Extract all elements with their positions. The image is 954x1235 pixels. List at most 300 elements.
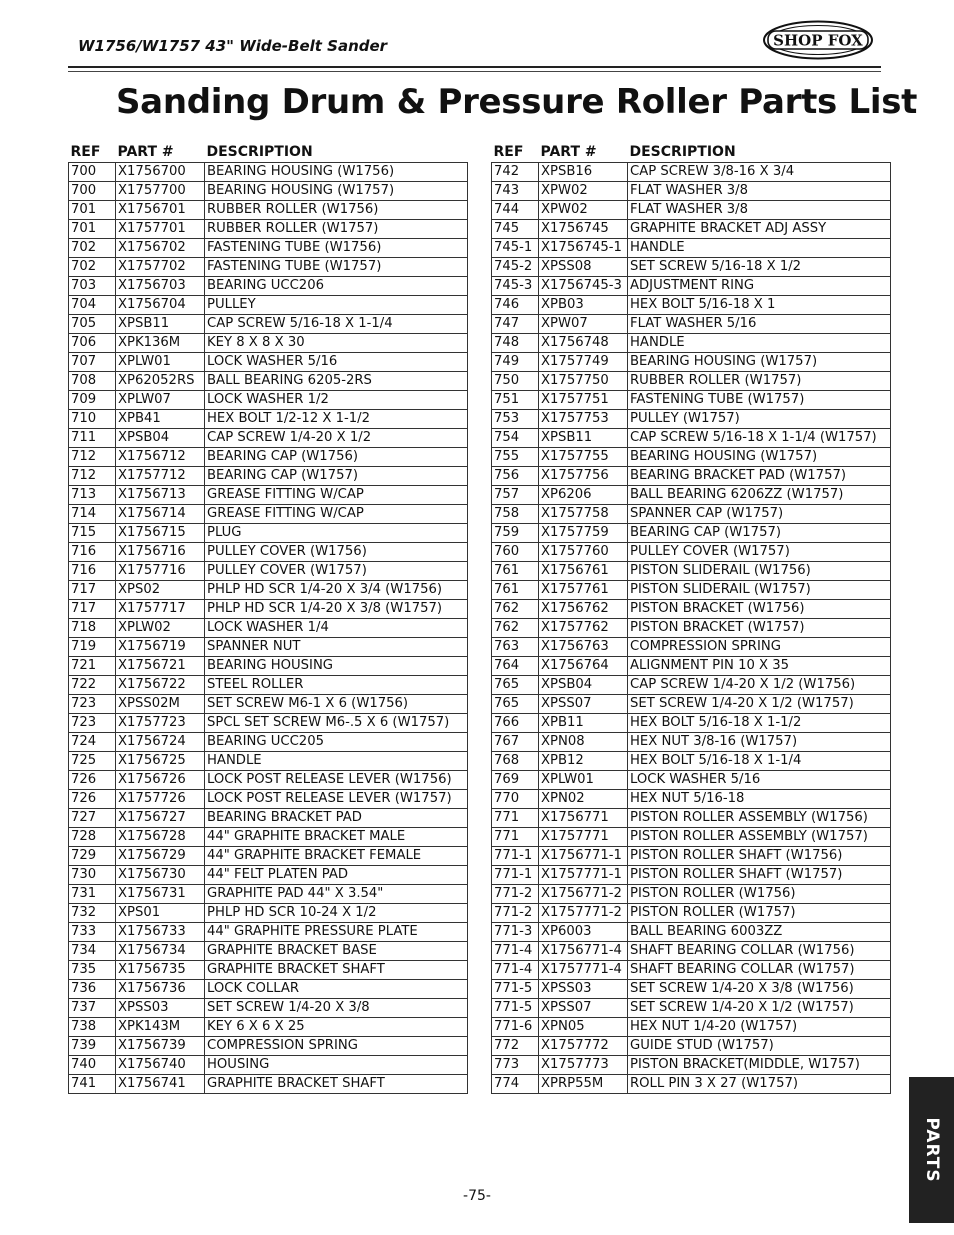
- ref-cell: 701: [69, 201, 116, 220]
- description-cell: PISTON ROLLER (W1757): [628, 904, 891, 923]
- part-number-cell: X1756771-1: [539, 847, 628, 866]
- parts-section-tab-label: PARTS: [921, 1117, 942, 1183]
- description-cell: FASTENING TUBE (W1757): [205, 258, 468, 277]
- shop-fox-logo: [762, 20, 874, 60]
- ref-cell: 748: [492, 334, 539, 353]
- ref-cell: 700: [69, 182, 116, 201]
- table-row: [69, 885, 468, 904]
- part-number-cell: XPS01: [116, 904, 205, 923]
- description-cell: SET SCREW M6-1 X 6 (W1756): [205, 695, 468, 714]
- ref-cell: 755: [492, 448, 539, 467]
- table-row: [69, 809, 468, 828]
- part-number-cell: X1757771-2: [539, 904, 628, 923]
- ref-cell: 711: [69, 429, 116, 448]
- description-cell: PISTON BRACKET (W1756): [628, 600, 891, 619]
- description-cell: GUIDE STUD (W1757): [628, 1037, 891, 1056]
- description-cell: SET SCREW 1/4-20 X 3/8: [205, 999, 468, 1018]
- description-cell: GRAPHITE BRACKET ADJ ASSY: [628, 220, 891, 239]
- description-cell: LOCK WASHER 5/16: [628, 771, 891, 790]
- ref-cell: 771-3: [492, 923, 539, 942]
- description-cell: SPCL SET SCREW M6-.5 X 6 (W1757): [205, 714, 468, 733]
- part-number-cell: X1756730: [116, 866, 205, 885]
- part-number-cell: XPN08: [539, 733, 628, 752]
- description-cell: HOUSING: [205, 1056, 468, 1075]
- ref-cell: 771-1: [492, 847, 539, 866]
- ref-cell: 771: [492, 809, 539, 828]
- description-cell: 44" FELT PLATEN PAD: [205, 866, 468, 885]
- part-number-cell: X1756761: [539, 562, 628, 581]
- table-row: [492, 714, 891, 733]
- ref-cell: 767: [492, 733, 539, 752]
- description-cell: GRAPHITE BRACKET SHAFT: [205, 961, 468, 980]
- description-cell: GRAPHITE PAD 44" X 3.54": [205, 885, 468, 904]
- ref-cell: 732: [69, 904, 116, 923]
- description-cell: SHAFT BEARING COLLAR (W1756): [628, 942, 891, 961]
- ref-cell: 745-1: [492, 239, 539, 258]
- ref-cell: 774: [492, 1075, 539, 1094]
- ref-cell: 771-5: [492, 980, 539, 999]
- table-row: [69, 999, 468, 1018]
- description-cell: SPANNER CAP (W1757): [628, 505, 891, 524]
- table-row: [69, 429, 468, 448]
- description-cell: ADJUSTMENT RING: [628, 277, 891, 296]
- description-cell: FASTENING TUBE (W1756): [205, 239, 468, 258]
- table-row: [69, 562, 468, 581]
- part-number-cell: X1756714: [116, 505, 205, 524]
- ref-cell: 753: [492, 410, 539, 429]
- table-row: [69, 372, 468, 391]
- ref-cell: 722: [69, 676, 116, 695]
- page-title: Sanding Drum & Pressure Roller Parts List: [116, 82, 918, 122]
- header-rule-thin: [68, 71, 881, 72]
- table-row: [69, 961, 468, 980]
- description-column-header: DESCRIPTION: [206, 144, 313, 160]
- part-number-cell: X1756734: [116, 942, 205, 961]
- table-row: [492, 505, 891, 524]
- table-row: [492, 486, 891, 505]
- description-cell: CAP SCREW 3/8-16 X 3/4: [628, 163, 891, 182]
- table-row: [69, 942, 468, 961]
- ref-cell: 758: [492, 505, 539, 524]
- ref-cell: 745-2: [492, 258, 539, 277]
- part-number-cell: X1757726: [116, 790, 205, 809]
- ref-cell: 745: [492, 220, 539, 239]
- ref-cell: 730: [69, 866, 116, 885]
- part-number-cell: XPSS02M: [116, 695, 205, 714]
- part-number-cell: X1757702: [116, 258, 205, 277]
- part-number-cell: X1757751: [539, 391, 628, 410]
- table-row: [492, 676, 891, 695]
- table-row: [69, 315, 468, 334]
- description-cell: BEARING CAP (W1757): [628, 524, 891, 543]
- description-cell: ALIGNMENT PIN 10 X 35: [628, 657, 891, 676]
- ref-cell: 765: [492, 676, 539, 695]
- ref-cell: 736: [69, 980, 116, 999]
- ref-cell: 764: [492, 657, 539, 676]
- table-row: [492, 809, 891, 828]
- description-cell: HEX BOLT 5/16-18 X 1: [628, 296, 891, 315]
- description-cell: SPANNER NUT: [205, 638, 468, 657]
- table-row: [69, 847, 468, 866]
- part-number-cell: X1756721: [116, 657, 205, 676]
- description-cell: SET SCREW 5/16-18 X 1/2: [628, 258, 891, 277]
- table-row: [69, 923, 468, 942]
- description-cell: FLAT WASHER 5/16: [628, 315, 891, 334]
- ref-cell: 771-2: [492, 885, 539, 904]
- ref-cell: 712: [69, 467, 116, 486]
- part-number-cell: X1756715: [116, 524, 205, 543]
- description-cell: BEARING CAP (W1757): [205, 467, 468, 486]
- ref-cell: 742: [492, 163, 539, 182]
- ref-cell: 715: [69, 524, 116, 543]
- part-number-cell: XPSS03: [116, 999, 205, 1018]
- description-cell: PHLP HD SCR 1/4-20 X 3/4 (W1756): [205, 581, 468, 600]
- ref-cell: 771-5: [492, 999, 539, 1018]
- table-row: [69, 391, 468, 410]
- ref-cell: 744: [492, 201, 539, 220]
- part-number-cell: X1756724: [116, 733, 205, 752]
- description-cell: BEARING BRACKET PAD: [205, 809, 468, 828]
- table-row: [69, 486, 468, 505]
- description-cell: 44" GRAPHITE BRACKET MALE: [205, 828, 468, 847]
- ref-cell: 712: [69, 448, 116, 467]
- part-number-cell: X1756704: [116, 296, 205, 315]
- ref-column-header: REF: [493, 144, 524, 160]
- ref-cell: 710: [69, 410, 116, 429]
- description-cell: SET SCREW 1/4-20 X 1/2 (W1757): [628, 999, 891, 1018]
- ref-cell: 706: [69, 334, 116, 353]
- ref-cell: 723: [69, 714, 116, 733]
- table-row: [69, 676, 468, 695]
- table-row: [492, 923, 891, 942]
- table-row: [492, 733, 891, 752]
- description-cell: BEARING HOUSING (W1757): [628, 353, 891, 372]
- table-row: [492, 163, 891, 182]
- ref-cell: 708: [69, 372, 116, 391]
- ref-cell: 746: [492, 296, 539, 315]
- part-number-cell: XPRP55M: [539, 1075, 628, 1094]
- table-row: [492, 581, 891, 600]
- table-row: [492, 239, 891, 258]
- table-row: [69, 258, 468, 277]
- part-number-cell: X1757760: [539, 543, 628, 562]
- description-cell: BEARING HOUSING (W1756): [205, 163, 468, 182]
- part-number-cell: X1757717: [116, 600, 205, 619]
- description-cell: LOCK POST RELEASE LEVER (W1756): [205, 771, 468, 790]
- description-cell: HEX NUT 1/4-20 (W1757): [628, 1018, 891, 1037]
- table-row: [492, 524, 891, 543]
- part-number-cell: X1757700: [116, 182, 205, 201]
- description-cell: GRAPHITE BRACKET SHAFT: [205, 1075, 468, 1094]
- part-number-cell: XPN05: [539, 1018, 628, 1037]
- description-cell: PULLEY (W1757): [628, 410, 891, 429]
- ref-cell: 702: [69, 258, 116, 277]
- table-row: [69, 239, 468, 258]
- description-cell: PISTON SLIDERAIL (W1756): [628, 562, 891, 581]
- table-row: [492, 448, 891, 467]
- description-cell: BALL BEARING 6003ZZ: [628, 923, 891, 942]
- ref-cell: 761: [492, 581, 539, 600]
- part-number-cell: X1756745-3: [539, 277, 628, 296]
- part-number-cell: X1756741: [116, 1075, 205, 1094]
- description-cell: 44" GRAPHITE BRACKET FEMALE: [205, 847, 468, 866]
- description-cell: BEARING UCC205: [205, 733, 468, 752]
- table-row: [492, 885, 891, 904]
- table-row: [69, 543, 468, 562]
- table-row: [69, 828, 468, 847]
- table-row: [492, 296, 891, 315]
- part-number-cell: X1757701: [116, 220, 205, 239]
- ref-cell: 734: [69, 942, 116, 961]
- part-number-cell: X1757712: [116, 467, 205, 486]
- part-number-cell: X1756735: [116, 961, 205, 980]
- ref-cell: 724: [69, 733, 116, 752]
- description-cell: FLAT WASHER 3/8: [628, 182, 891, 201]
- header-rule: [68, 66, 881, 68]
- ref-cell: 713: [69, 486, 116, 505]
- table-row: [69, 1037, 468, 1056]
- description-cell: RUBBER ROLLER (W1756): [205, 201, 468, 220]
- part-number-cell: XPSB16: [539, 163, 628, 182]
- part-column-header: PART #: [117, 144, 174, 160]
- ref-cell: 727: [69, 809, 116, 828]
- table-row: [69, 600, 468, 619]
- ref-cell: 749: [492, 353, 539, 372]
- ref-cell: 704: [69, 296, 116, 315]
- table-row: [492, 1075, 891, 1094]
- ref-cell: 726: [69, 790, 116, 809]
- ref-cell: 738: [69, 1018, 116, 1037]
- table-header-row: [69, 138, 468, 163]
- part-number-cell: X1757773: [539, 1056, 628, 1075]
- description-cell: HEX BOLT 5/16-18 X 1-1/2: [628, 714, 891, 733]
- part-number-cell: XP62052RS: [116, 372, 205, 391]
- part-number-cell: XPSB11: [539, 429, 628, 448]
- part-number-cell: X1756764: [539, 657, 628, 676]
- table-row: [492, 1018, 891, 1037]
- description-cell: 44" GRAPHITE PRESSURE PLATE: [205, 923, 468, 942]
- part-number-cell: X1756739: [116, 1037, 205, 1056]
- ref-cell: 718: [69, 619, 116, 638]
- part-number-cell: X1756702: [116, 239, 205, 258]
- ref-cell: 771-4: [492, 942, 539, 961]
- description-cell: CAP SCREW 1/4-20 X 1/2: [205, 429, 468, 448]
- table-row: [69, 353, 468, 372]
- part-number-cell: X1757759: [539, 524, 628, 543]
- table-row: [69, 638, 468, 657]
- table-row: [69, 581, 468, 600]
- description-cell: PULLEY COVER (W1757): [205, 562, 468, 581]
- ref-cell: 750: [492, 372, 539, 391]
- part-number-cell: XPB41: [116, 410, 205, 429]
- description-cell: LOCK WASHER 1/4: [205, 619, 468, 638]
- ref-cell: 700: [69, 163, 116, 182]
- part-number-cell: XPLW07: [116, 391, 205, 410]
- table-row: [492, 904, 891, 923]
- ref-column-header: REF: [70, 144, 101, 160]
- part-number-cell: XPB11: [539, 714, 628, 733]
- part-number-cell: X1756712: [116, 448, 205, 467]
- table-row: [492, 980, 891, 999]
- table-row: [492, 790, 891, 809]
- part-number-cell: X1756716: [116, 543, 205, 562]
- part-number-cell: X1757761: [539, 581, 628, 600]
- part-number-cell: XPLW01: [116, 353, 205, 372]
- part-number-cell: XP6003: [539, 923, 628, 942]
- table-row: [492, 847, 891, 866]
- description-cell: HEX NUT 3/8-16 (W1757): [628, 733, 891, 752]
- table-row: [69, 980, 468, 999]
- description-cell: LOCK WASHER 5/16: [205, 353, 468, 372]
- ref-cell: 762: [492, 619, 539, 638]
- description-cell: HEX BOLT 5/16-18 X 1-1/4: [628, 752, 891, 771]
- table-row: [69, 657, 468, 676]
- description-cell: KEY 6 X 6 X 25: [205, 1018, 468, 1037]
- part-number-cell: X1756725: [116, 752, 205, 771]
- description-cell: BEARING CAP (W1756): [205, 448, 468, 467]
- description-cell: FASTENING TUBE (W1757): [628, 391, 891, 410]
- description-cell: PHLP HD SCR 1/4-20 X 3/8 (W1757): [205, 600, 468, 619]
- ref-cell: 725: [69, 752, 116, 771]
- ref-cell: 729: [69, 847, 116, 866]
- description-cell: HANDLE: [628, 239, 891, 258]
- table-row: [69, 790, 468, 809]
- description-cell: PLUG: [205, 524, 468, 543]
- ref-cell: 762: [492, 600, 539, 619]
- ref-cell: 709: [69, 391, 116, 410]
- part-number-cell: X1757750: [539, 372, 628, 391]
- part-number-cell: X1756736: [116, 980, 205, 999]
- description-cell: BALL BEARING 6205-2RS: [205, 372, 468, 391]
- ref-cell: 731: [69, 885, 116, 904]
- ref-cell: 760: [492, 543, 539, 562]
- part-number-cell: X1756771-4: [539, 942, 628, 961]
- table-row: [69, 334, 468, 353]
- part-number-cell: XPB12: [539, 752, 628, 771]
- table-row: [492, 866, 891, 885]
- ref-cell: 728: [69, 828, 116, 847]
- part-number-cell: XPB03: [539, 296, 628, 315]
- ref-cell: 737: [69, 999, 116, 1018]
- ref-cell: 723: [69, 695, 116, 714]
- part-number-cell: X1757749: [539, 353, 628, 372]
- description-cell: COMPRESSION SPRING: [628, 638, 891, 657]
- table-row: [492, 277, 891, 296]
- ref-cell: 703: [69, 277, 116, 296]
- description-cell: CAP SCREW 5/16-18 X 1-1/4 (W1757): [628, 429, 891, 448]
- description-cell: HANDLE: [628, 334, 891, 353]
- ref-cell: 771-6: [492, 1018, 539, 1037]
- table-row: [492, 353, 891, 372]
- part-number-cell: X1757723: [116, 714, 205, 733]
- table-row: [69, 277, 468, 296]
- table-row: [69, 733, 468, 752]
- table-row: [492, 429, 891, 448]
- part-number-cell: X1756729: [116, 847, 205, 866]
- part-number-cell: X1756731: [116, 885, 205, 904]
- description-cell: HANDLE: [205, 752, 468, 771]
- table-row: [69, 619, 468, 638]
- ref-cell: 719: [69, 638, 116, 657]
- part-number-cell: XPN02: [539, 790, 628, 809]
- description-cell: BALL BEARING 6206ZZ (W1757): [628, 486, 891, 505]
- part-number-cell: XPSS07: [539, 999, 628, 1018]
- table-row: [69, 182, 468, 201]
- table-header-row: [492, 138, 891, 163]
- ref-cell: 716: [69, 562, 116, 581]
- description-cell: KEY 8 X 8 X 30: [205, 334, 468, 353]
- table-row: [69, 524, 468, 543]
- description-cell: SET SCREW 1/4-20 X 1/2 (W1757): [628, 695, 891, 714]
- part-number-cell: XPSS07: [539, 695, 628, 714]
- description-cell: PISTON ROLLER (W1756): [628, 885, 891, 904]
- part-number-cell: XPLW02: [116, 619, 205, 638]
- table-row: [69, 163, 468, 182]
- part-number-cell: XPSB04: [116, 429, 205, 448]
- ref-cell: 702: [69, 239, 116, 258]
- description-cell: STEEL ROLLER: [205, 676, 468, 695]
- ref-cell: 759: [492, 524, 539, 543]
- ref-cell: 717: [69, 600, 116, 619]
- description-cell: PISTON ROLLER SHAFT (W1757): [628, 866, 891, 885]
- table-row: [492, 999, 891, 1018]
- table-row: [492, 619, 891, 638]
- ref-cell: 773: [492, 1056, 539, 1075]
- description-cell: PISTON ROLLER ASSEMBLY (W1757): [628, 828, 891, 847]
- ref-cell: 745-3: [492, 277, 539, 296]
- description-cell: LOCK WASHER 1/2: [205, 391, 468, 410]
- part-number-cell: XPSS03: [539, 980, 628, 999]
- description-cell: GRAPHITE BRACKET BASE: [205, 942, 468, 961]
- description-cell: LOCK POST RELEASE LEVER (W1757): [205, 790, 468, 809]
- part-number-cell: XPSS08: [539, 258, 628, 277]
- part-number-cell: X1756740: [116, 1056, 205, 1075]
- description-cell: PISTON ROLLER ASSEMBLY (W1756): [628, 809, 891, 828]
- description-cell: PULLEY COVER (W1757): [628, 543, 891, 562]
- parts-table-left: [68, 138, 468, 1094]
- description-cell: PISTON SLIDERAIL (W1757): [628, 581, 891, 600]
- table-row: [69, 714, 468, 733]
- description-cell: CAP SCREW 1/4-20 X 1/2 (W1756): [628, 676, 891, 695]
- page-number: -75-: [463, 1188, 491, 1204]
- table-row: [69, 448, 468, 467]
- description-cell: BEARING BRACKET PAD (W1757): [628, 467, 891, 486]
- table-row: [69, 1056, 468, 1075]
- description-cell: GREASE FITTING W/CAP: [205, 486, 468, 505]
- part-number-cell: X1756748: [539, 334, 628, 353]
- ref-cell: 765: [492, 695, 539, 714]
- table-row: [69, 220, 468, 239]
- part-number-cell: XPSB04: [539, 676, 628, 695]
- table-row: [492, 562, 891, 581]
- description-column-header: DESCRIPTION: [629, 144, 736, 160]
- table-row: [492, 315, 891, 334]
- part-number-cell: X1757753: [539, 410, 628, 429]
- ref-cell: 770: [492, 790, 539, 809]
- description-cell: CAP SCREW 5/16-18 X 1-1/4: [205, 315, 468, 334]
- description-cell: PULLEY: [205, 296, 468, 315]
- part-number-cell: XPW02: [539, 201, 628, 220]
- table-row: [492, 543, 891, 562]
- part-number-cell: X1757716: [116, 562, 205, 581]
- ref-cell: 739: [69, 1037, 116, 1056]
- part-number-cell: X1756728: [116, 828, 205, 847]
- description-cell: HEX NUT 5/16-18: [628, 790, 891, 809]
- part-number-cell: XP6206: [539, 486, 628, 505]
- ref-cell: 769: [492, 771, 539, 790]
- ref-cell: 735: [69, 961, 116, 980]
- ref-cell: 771: [492, 828, 539, 847]
